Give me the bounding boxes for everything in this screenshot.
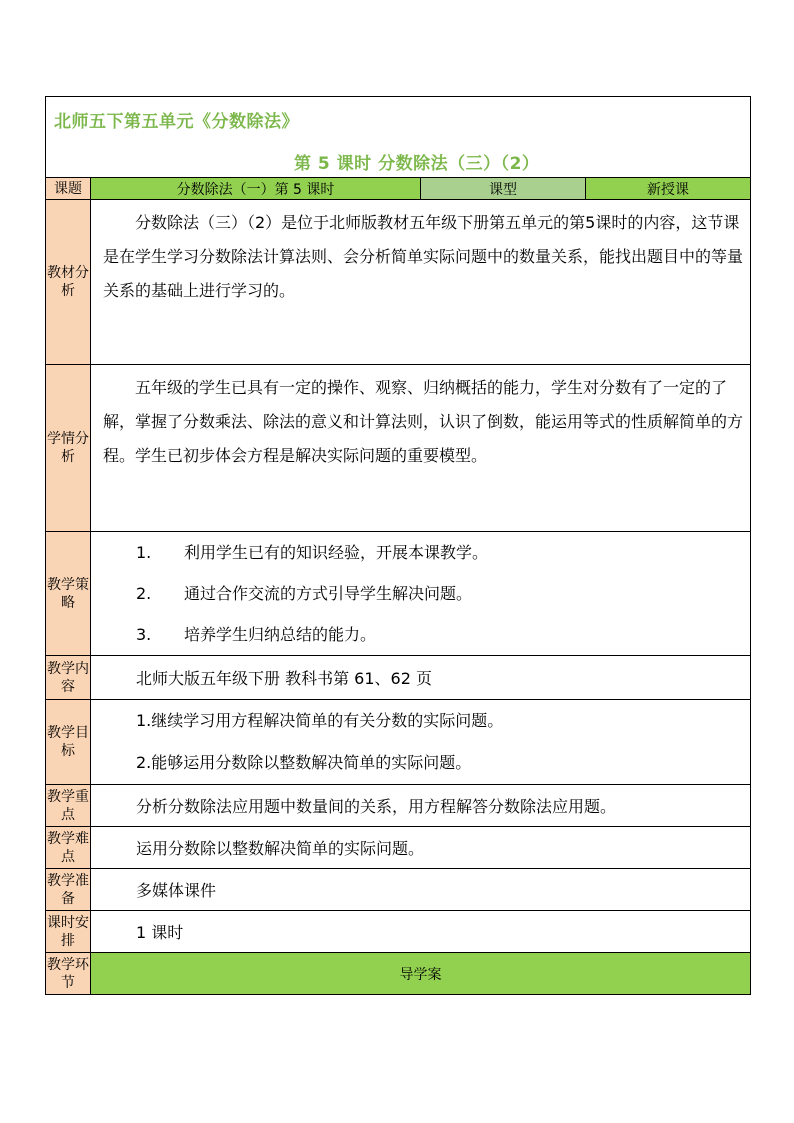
lesson-subtitle: 第 5 课时 分数除法（三）（2）	[294, 154, 540, 174]
strategy-item	[91, 614, 750, 655]
preparation-text: 多媒体课件	[91, 869, 751, 911]
strategy-item	[91, 532, 750, 573]
strategy-item	[91, 573, 750, 614]
strategy-item-text: 利用学生已有的知识经验，开展本课教学。	[184, 543, 489, 562]
type-label: 课型	[421, 178, 586, 200]
goal-item: 1.继续学习用方程解决简单的有关分数的实际问题。	[136, 711, 504, 730]
strategy-item-text: 培养学生归纳总结的能力。	[184, 625, 377, 644]
teaching-steps-text: 导学案	[91, 953, 751, 995]
topic-value: 分数除法（一）第 5 课时	[91, 178, 421, 200]
schedule-label: 课时安排	[46, 911, 91, 953]
difficulties-text: 运用分数除以整数解决简单的实际问题。	[91, 827, 751, 869]
teaching-goals-cell	[91, 700, 751, 785]
textbook-analysis-cell	[91, 200, 751, 365]
teaching-content-label: 教学内容	[46, 656, 91, 700]
preparation-label: 教学准备	[46, 869, 91, 911]
student-analysis-label: 学情分析	[46, 365, 91, 532]
topic-label: 课题	[46, 178, 91, 200]
type-value: 新授课	[586, 178, 751, 200]
textbook-analysis-label: 教材分析	[46, 200, 91, 365]
strategy-item-text: 通过合作交流的方式引导学生解决问题。	[184, 584, 473, 603]
schedule-text: 1 课时	[91, 911, 751, 953]
teaching-strategy-label: 教学策略	[46, 532, 91, 656]
document-title: 北师五下第五单元《分数除法》	[54, 112, 299, 132]
key-points-text: 分析分数除法应用题中数量间的关系，用方程解答分数除法应用题。	[91, 785, 751, 827]
strategy-item-number: 2.	[136, 584, 152, 603]
key-points-label: 教学重点	[46, 785, 91, 827]
header-cell	[46, 97, 751, 178]
lesson-plan	[45, 96, 750, 995]
difficulties-label: 教学难点	[46, 827, 91, 869]
teaching-strategy-cell	[91, 532, 751, 656]
lesson-plan-table	[45, 96, 751, 995]
teaching-steps-label: 教学环节	[46, 953, 91, 995]
strategy-item-number: 1.	[136, 543, 152, 562]
goal-item: 2.能够运用分数除以整数解决简单的实际问题。	[136, 753, 472, 772]
strategy-item-number: 3.	[136, 625, 152, 644]
student-analysis-cell	[91, 365, 751, 532]
teaching-goals-label: 教学目标	[46, 700, 91, 785]
teaching-content-text: 北师大版五年级下册 教科书第 61、62 页	[91, 656, 751, 700]
student-analysis-text: 五年级的学生已具有一定的操作、观察、归纳概括的能力，学生对分数有了一定的了解，掌握了分数乘法、除法的意义和计算法则，认识了倒数，能运用等式的性质解简单的方程。学生已初步体会方程是解决实际问题的重要模型。	[103, 378, 744, 465]
textbook-analysis-text: 分数除法（三）（2）是位于北师版教材五年级下册第五单元的第5课时的内容，这节课是在学生学习分数除法计算法则、会分析简单实际问题中的数量关系，能找出题目中的等量关系的基础上进行学习的。	[103, 213, 744, 300]
